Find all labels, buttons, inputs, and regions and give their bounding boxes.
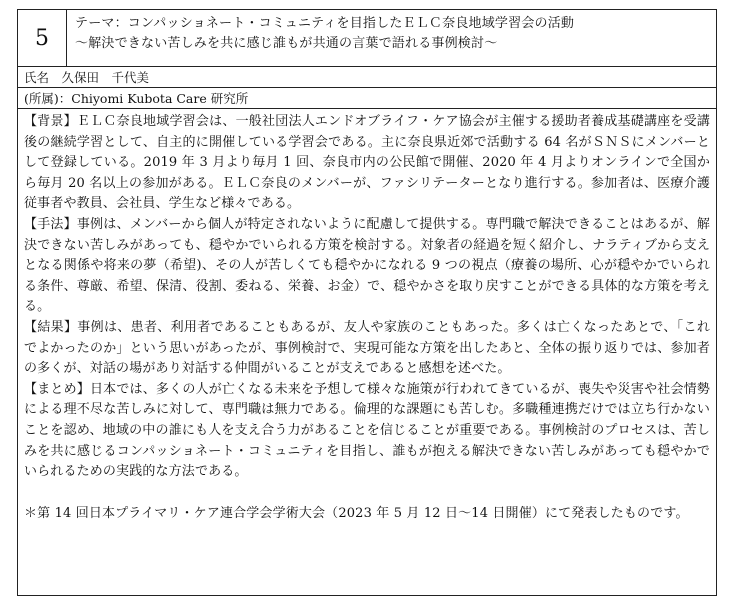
section-result: 【結果】事例は、患者、利用者であることもあるが、友人や家族のこともあった。多くは亡くなったあとで、「これでよかったのか」という思いがあったが、事例検討で、実現可能な方策を出したあと、全体の振り返りでは、参加者の多くが、対話の場があり対話する仲間がいることが支えであると感想を述べた。 bbox=[24, 319, 710, 377]
header-row bbox=[18, 10, 716, 67]
abstract-body bbox=[18, 109, 716, 524]
theme-title bbox=[67, 10, 716, 66]
section-method: 【手法】事例は、メンバーから個人が特定されないように配慮して提供する。専門職で解決できることはあるが、解決できない苦しみがあっても、穏やかでいられる方策を検討する。対象者の経過を短く紹介し、ナラティブから支えとなる関係や将来の夢（希望)、その人が苦しくても穏やかになれる 9 つの視点（療養の場所、心が穏やかでいられる条件、尊厳、希望、保清、役割、委ねる、栄養、お金）で、穏やかさを取り戻すことができる具体的な方策を考える。 bbox=[24, 216, 710, 315]
author-name: 氏名 久保田 千代美 bbox=[18, 67, 716, 88]
section-summary: 【まとめ】日本では、多くの人が亡くなる未来を予想して様々な施策が行われてきているが、喪失や災害や社会情勢による理不尽な苦しみに対して、専門職は無力である。倫理的な課題にも苦しむ。多職種連携だけでは立ち行かないことを認め、地域の中の誰にも人を支え合う力があることを信じることが重要である。事例検討のプロセスは、苦しみを共に感じるコンパッショネート・コミュニティを目指し、誰もが抱える解決できない苦しみがあっても穏やかでいられるための実践的な方法である。 bbox=[24, 381, 710, 480]
theme-line-1: テーマ：コンパッショネート・コミュニティを目指したＥＬＣ奈良地域学習会の活動 bbox=[75, 16, 575, 31]
theme-line-2: ～解決できない苦しみを共に感じ誰もが共通の言葉で語れる事例検討～ bbox=[75, 36, 498, 51]
abstract-sheet bbox=[17, 9, 717, 596]
section-background: 【背景】ＥＬＣ奈良地域学習会は、一般社団法人エンドオブライフ・ケア協会が主催する援助者養成基礎講座を受講後の継続学習として、自主的に開催している学習会である。主に奈良県近郊で活動する 64 名がＳＮＳにメンバーとして登録している。2019 年 3 月より毎月 1 回、奈良市内の公民館で開催、2020 年 4 月よりオンラインで全国から毎月 20 名以上の参加がある。ＥＬＣ奈良のメンバーが、ファシリテーターとなり進行する。参加者は、医療介護従事者や教員、会社員、学生など様々である。 bbox=[24, 114, 710, 212]
abstract-number: 5 bbox=[18, 10, 67, 66]
presentation-footnote: ＊第 14 回日本プライマリ・ケア連合学会学術大会（2023 年 5 月 12 日～14 日開催）にて発表したものです。 bbox=[24, 505, 689, 521]
author-affiliation: (所属)：Chiyomi Kubota Care 研究所 bbox=[18, 88, 716, 109]
